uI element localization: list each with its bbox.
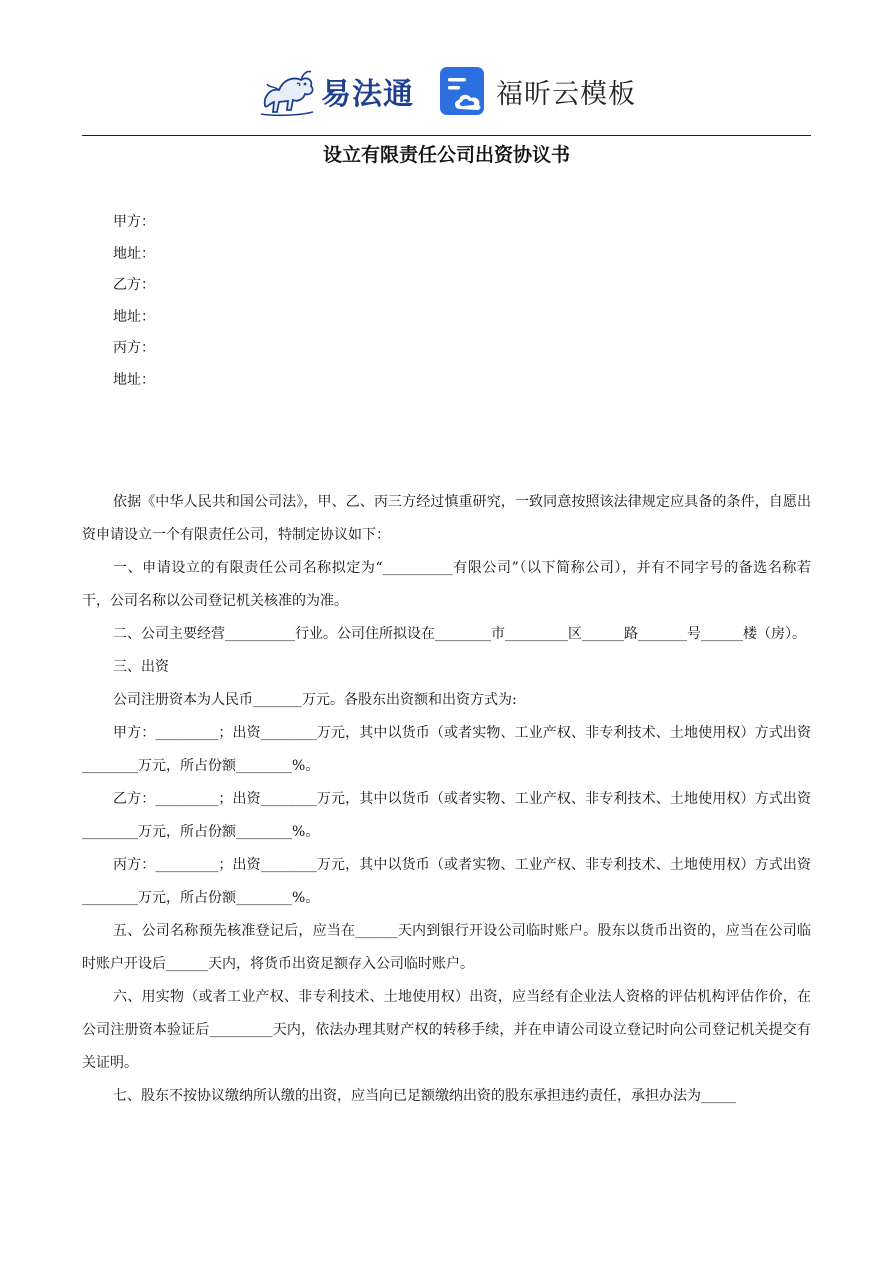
party-list (113, 207, 155, 396)
page-header (0, 56, 893, 126)
agreement-body (82, 486, 811, 1113)
party-a-address-label: 地址： (113, 245, 155, 262)
document-title: 设立有限责任公司出资协议书 (322, 144, 570, 166)
clause-5-bank-account: 五、公司名称预先核准登记后，应当在______天内到银行开设公司临时账户。股东以货币出资的，应当在公司临时账户开设后______天内，将货币出资足额存入公司临时账户。 (82, 923, 811, 972)
foxit-template-logo (438, 65, 636, 117)
logo-left-text: 易法通 (321, 77, 414, 112)
clause-7-breach: 七、股东不按协议缴纳所认缴的出资，应当向已足额缴纳出资的股东承担违约责任，承担办法为_____ (113, 1088, 736, 1104)
yifatong-logo (257, 62, 414, 120)
party-a-contribution: 甲方：_________；出资________万元，其中以货币（或者实物、工业产权、非专利技术、土地使用权）方式出资________万元，所占份额________%。 (82, 725, 811, 774)
logo-right-text: 福昕云模板 (496, 78, 636, 110)
cloud-document-icon (438, 65, 488, 117)
header-divider (82, 135, 811, 136)
clause-2-business-address: 二、公司主要经营__________行业。公司住所拟设在________市_________区______路_______号______楼（房）。 (113, 626, 806, 642)
registered-capital-paragraph: 公司注册资本为人民币_______万元。各股东出资额和出资方式为: (113, 692, 517, 708)
party-c-label: 丙方： (113, 340, 155, 356)
qilin-icon (257, 62, 317, 120)
clause-1-company-name: 一、申请设立的有限责任公司名称拟定为“__________有限公司”（以下简称公司），并有不同字号的备选名称若干，公司名称以公司登记机关核准的为准。 (82, 560, 811, 609)
party-b-label: 乙方： (113, 277, 155, 293)
party-b-contribution: 乙方：_________；出资________万元，其中以货币（或者实物、工业产权、非专利技术、土地使用权）方式出资________万元，所占份额________%。 (82, 791, 811, 840)
clause-6-in-kind-contribution: 六、用实物（或者工业产权、非专利技术、土地使用权）出资，应当经有企业法人资格的评估机构评估作价，在公司注册资本验证后_________天内，依法办理其财产权的转移手续，并在申请公司设立登记时向公司登记机关提交有关证明。 (82, 989, 811, 1071)
party-b-address-label: 地址： (113, 308, 155, 325)
clause-3-heading: 三、出资 (113, 659, 169, 675)
preamble-paragraph: 依据《中华人民共和国公司法》，甲、乙、丙三方经过慎重研究，一致同意按照该法律规定应具备的条件，自愿出资申请设立一个有限责任公司，特制定协议如下： (82, 494, 811, 543)
party-c-address-label: 地址： (113, 371, 155, 388)
party-c-contribution: 丙方：_________；出资________万元，其中以货币（或者实物、工业产权、非专利技术、土地使用权）方式出资________万元，所占份额________%。 (82, 857, 811, 906)
party-a-label: 甲方： (113, 214, 155, 230)
